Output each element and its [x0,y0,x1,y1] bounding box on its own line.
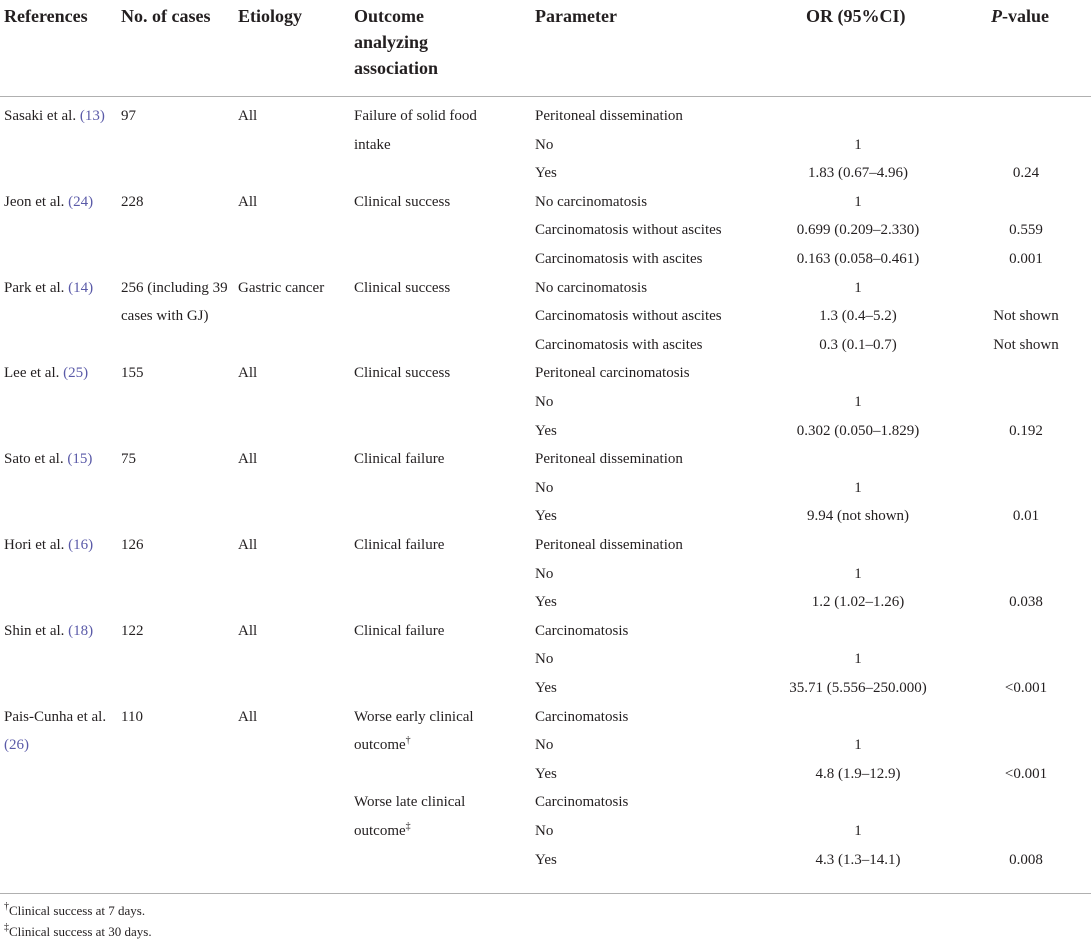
or-cell: 4.8 (1.9–12.9) [815,765,901,782]
or-cell: 0.163 (0.058–0.461) [796,251,920,267]
p-value-cell: <0.001 [1004,765,1048,782]
parameter-cell: Carcinomatosis with ascites [535,336,703,353]
parameter-cell: No [535,479,554,496]
p-value-cell: 0.192 [1009,422,1043,439]
parameter-cell: Yes [535,165,557,182]
reference-cell: Sato et al. (15) [4,451,93,468]
outcome-cell: Worse late clinical outcome‡ [354,794,466,839]
p-value-cell: 0.559 [1009,222,1043,239]
or-cell: 1 [854,565,862,582]
reference-cell: Sasaki et al. (13) [4,108,105,124]
outcome-cell: Clinical failure [354,451,445,468]
table-header [0,0,1091,97]
parameter-cell: No [535,136,554,153]
citation-link[interactable]: (25) [63,365,89,382]
or-cell: 1 [854,651,862,668]
p-value-cell: <0.001 [1004,680,1048,696]
parameter-cell: No carcinomatosis [535,193,648,210]
parameter-cell: Yes [535,422,557,439]
or-cell: 4.3 (1.3–14.1) [815,851,901,868]
parameter-cell: Yes [535,765,557,782]
cases-cell: 228 [121,193,144,210]
etiology-cell: All [238,537,258,553]
p-value-cell: 0.038 [1009,594,1043,611]
cases-cell: 97 [121,108,136,124]
footnote-2: ‡Clinical success at 30 days. [4,922,152,939]
parameter-cell: Yes [535,680,557,696]
or-cell: 1.3 (0.4–5.2) [819,308,897,325]
p-value-cell: 0.008 [1009,851,1043,868]
or-cell: 1 [854,394,862,410]
outcome-cell: Clinical success [354,193,451,210]
reference-cell: Lee et al. (25) [4,365,89,382]
citation-link[interactable]: (18) [68,622,94,639]
etiology-cell: Gastric cancer [238,279,325,296]
etiology-cell: All [238,622,258,639]
parameter-cell: No [535,737,554,754]
parameter-cell: Carcinomatosis [535,708,629,725]
header-p-value: P-value [991,6,1049,26]
etiology-cell: All [238,365,258,382]
parameter-cell: Peritoneal dissemination [535,537,683,553]
parameter-cell: Carcinomatosis without ascites [535,308,722,325]
header-parameter: Parameter [535,6,617,26]
or-cell: 35.71 (5.556–250.000) [789,680,927,696]
p-value-cell: 0.001 [1009,251,1043,267]
etiology-cell: All [238,451,258,468]
p-value-cell: Not shown [993,336,1059,353]
or-cell: 9.94 (not shown) [806,508,910,525]
header-etiology: Etiology [238,6,303,26]
outcome-cell: Clinical success [354,279,451,296]
citation-link[interactable]: (13) [79,108,105,124]
parameter-cell: Yes [535,851,557,868]
outcome-cell: Clinical success [354,365,451,382]
reference-cell: Pais-Cunha et al. (26) [4,708,107,754]
cases-cell: 155 [121,365,144,382]
p-value-cell: 0.01 [1012,508,1040,525]
header-or: OR (95%CI) [806,6,906,26]
outcome-cell: Clinical failure [354,537,445,553]
parameter-cell: Peritoneal dissemination [535,451,683,468]
cases-cell: 75 [121,451,136,468]
outcome-cell: Clinical failure [354,622,445,639]
or-cell: 0.3 (0.1–0.7) [819,336,897,353]
parameter-cell: Carcinomatosis with ascites [535,251,703,267]
parameter-cell: No [535,394,554,410]
or-cell: 1 [854,136,862,153]
or-cell: 1 [854,823,862,839]
cases-cell: 110 [121,708,143,725]
or-cell: 1 [854,279,862,296]
or-cell: 1 [854,737,862,754]
cases-cell: 126 [121,537,144,553]
p-value-cell: 0.24 [1012,165,1040,182]
cases-cell: 256 (including 39 cases with GJ) [121,279,228,325]
parameter-cell: Peritoneal dissemination [535,108,683,124]
parameter-cell: No [535,565,554,582]
citation-link[interactable]: (15) [67,451,93,468]
table-body [0,97,1091,894]
or-cell: 1.2 (1.02–1.26) [811,594,905,611]
parameter-cell: Carcinomatosis without ascites [535,222,722,239]
etiology-cell: All [238,708,258,725]
citation-link[interactable]: (14) [68,279,94,296]
parameter-cell: No [535,651,554,668]
citation-link[interactable]: (26) [4,737,29,754]
header-references: References [4,6,88,26]
or-cell: 1.83 (0.67–4.96) [808,165,908,182]
citation-link[interactable]: (24) [68,193,94,210]
parameter-cell: Yes [535,508,557,525]
outcome-cell: Worse early clinical outcome† [354,708,474,754]
reference-cell: Shin et al. (18) [4,622,94,639]
parameter-cell: No [535,823,554,839]
etiology-cell: All [238,193,258,210]
or-cell: 1 [854,479,862,496]
etiology-cell: All [238,108,258,124]
citation-link[interactable]: (16) [68,537,94,553]
parameter-cell: No carcinomatosis [535,279,648,296]
parameter-cell: Carcinomatosis [535,794,629,811]
parameter-cell: Yes [535,594,557,611]
cases-cell: 122 [121,622,144,639]
or-cell: 0.699 (0.209–2.330) [796,222,920,239]
reference-cell: Hori et al. (16) [4,537,94,553]
p-value-cell: Not shown [993,308,1059,325]
header-outcome: Outcome analyzing association [354,6,439,78]
parameter-cell: Carcinomatosis [535,622,629,639]
parameter-cell: Peritoneal carcinomatosis [535,365,690,382]
header-cases: No. of cases [121,6,211,26]
or-cell: 1 [854,193,862,210]
or-cell: 0.302 (0.050–1.829) [796,422,920,439]
footnote-1: †Clinical success at 7 days. [4,901,146,918]
outcome-cell: Failure of solid food intake [354,108,477,153]
reference-cell: Jeon et al. (24) [4,193,94,210]
reference-cell: Park et al. (14) [4,279,94,296]
